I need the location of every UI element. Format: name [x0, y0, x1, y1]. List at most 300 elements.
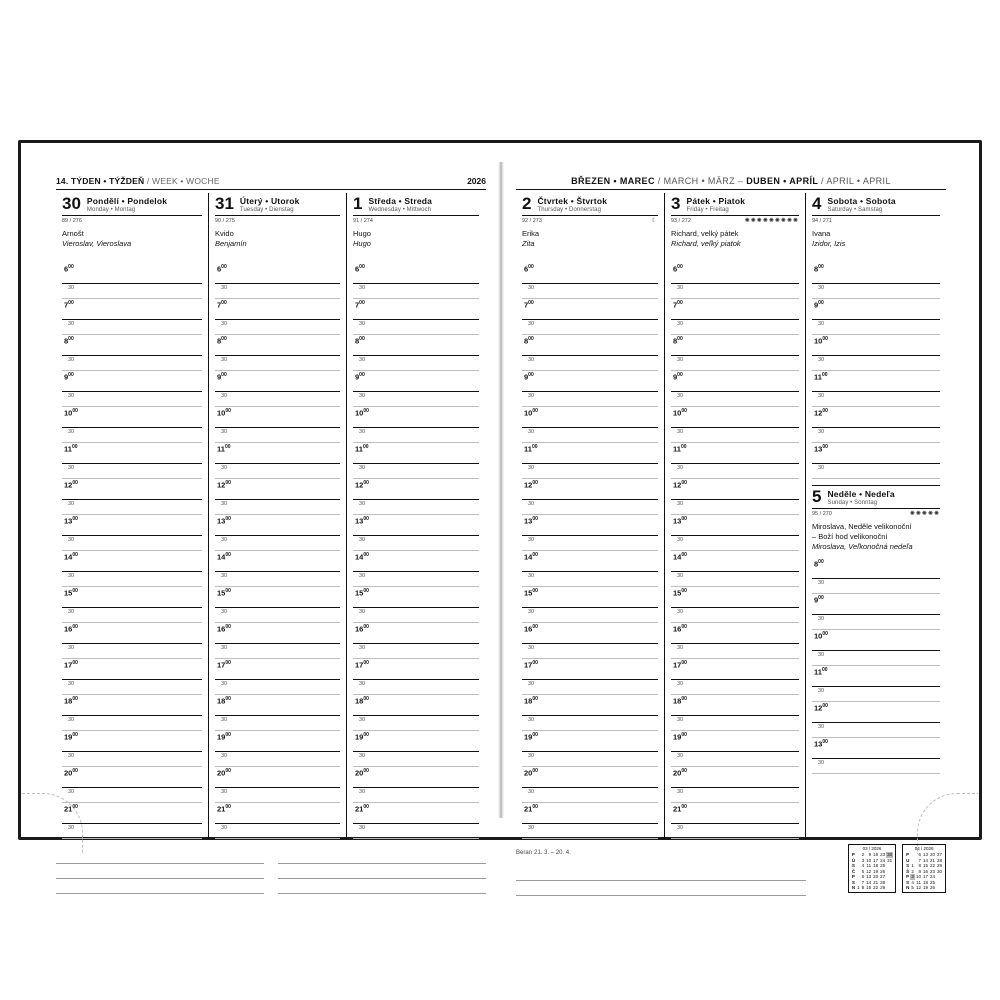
hour-row[interactable]: [812, 263, 940, 284]
hour-row[interactable]: [671, 479, 799, 500]
mini-calendar-date[interactable]: 29: [936, 863, 942, 868]
mini-calendar-date[interactable]: 8: [861, 885, 865, 890]
mini-calendar-date[interactable]: 2: [861, 852, 865, 857]
half-hour-row[interactable]: [522, 644, 658, 659]
hour-row[interactable]: [812, 738, 940, 759]
hour-row[interactable]: [62, 299, 202, 320]
hour-row[interactable]: [353, 623, 479, 644]
hour-row[interactable]: [522, 695, 658, 716]
half-hour-row[interactable]: [522, 320, 658, 335]
mini-calendar-date[interactable]: 18: [873, 863, 879, 868]
hour-label: $15^{00}$: [524, 588, 538, 598]
mini-calendar-date[interactable]: 22: [873, 885, 879, 890]
half-hour-row[interactable]: [671, 752, 799, 767]
hour-row[interactable]: [812, 666, 940, 687]
hour-row[interactable]: [353, 803, 479, 824]
mini-calendar-date[interactable]: 13: [866, 874, 872, 879]
mini-calendar-date[interactable]: 11: [916, 879, 921, 885]
mini-calendar-date[interactable]: 12: [866, 868, 872, 874]
mini-calendar-date[interactable]: 12: [915, 885, 921, 890]
hour-row[interactable]: [353, 767, 479, 788]
half-hour-row[interactable]: [671, 644, 799, 659]
hour-row[interactable]: [522, 551, 658, 572]
mini-calendar-date[interactable]: 17: [873, 857, 879, 863]
mini-calendar-date[interactable]: 18: [922, 879, 928, 885]
note-block-right[interactable]: [278, 849, 486, 894]
hour-row[interactable]: [671, 443, 799, 464]
half-hour-row[interactable]: [812, 464, 940, 479]
half-hour-row[interactable]: [812, 759, 940, 774]
month-header-primary-2: DUBEN • APRÍL: [746, 176, 819, 186]
half-hour-row[interactable]: [62, 500, 202, 515]
hour-row[interactable]: [215, 623, 340, 644]
mini-calendar-date[interactable]: 25: [929, 879, 935, 885]
half-hour-row[interactable]: [62, 716, 202, 731]
mini-calendar-date[interactable]: 14: [922, 857, 928, 863]
hour-row[interactable]: [522, 443, 658, 464]
half-hour-label: 30: [528, 753, 535, 759]
day-count: 89 / 276: [62, 218, 82, 224]
half-hour-row[interactable]: [671, 428, 799, 443]
half-hour-row[interactable]: [812, 651, 940, 666]
hour-row[interactable]: [215, 803, 340, 824]
hour-row[interactable]: [215, 731, 340, 752]
hour-row[interactable]: [671, 803, 799, 824]
nameday-cz: Erika: [522, 229, 540, 238]
hour-row[interactable]: [353, 479, 479, 500]
half-hour-row[interactable]: [522, 572, 658, 587]
half-hour-row[interactable]: [62, 284, 202, 299]
nameday-block: [812, 224, 940, 261]
hour-row[interactable]: [812, 558, 940, 579]
month-header: [571, 176, 891, 186]
mini-calendar-date[interactable]: 3: [861, 857, 865, 863]
hour-label: $9^{00}$: [355, 372, 365, 382]
half-hour-row[interactable]: [522, 716, 658, 731]
half-hour-row[interactable]: [671, 608, 799, 623]
half-hour-label: 30: [677, 501, 684, 507]
mini-calendar-date[interactable]: 11: [866, 863, 872, 868]
half-hour-row[interactable]: [353, 572, 479, 587]
half-hour-row[interactable]: [62, 752, 202, 767]
mini-calendar-date[interactable]: 15: [866, 885, 872, 890]
mini-calendar-date[interactable]: 31: [887, 857, 893, 863]
mini-calendar-daycode: Š: [906, 868, 910, 874]
hour-row[interactable]: [671, 299, 799, 320]
hour-row[interactable]: [353, 587, 479, 608]
half-hour-row[interactable]: [812, 428, 940, 443]
half-hour-row[interactable]: [671, 716, 799, 731]
half-hour-label: 30: [528, 681, 535, 687]
hour-row[interactable]: [62, 659, 202, 680]
hour-row[interactable]: [812, 335, 940, 356]
mini-calendar-date[interactable]: 25: [880, 863, 886, 868]
half-hour-label: 30: [528, 501, 535, 507]
mini-calendar-date[interactable]: 28: [880, 879, 886, 885]
mini-calendar-date[interactable]: 10: [915, 874, 921, 879]
mini-calendar-date[interactable]: 30: [887, 852, 893, 857]
hour-row[interactable]: [522, 299, 658, 320]
half-hour-row[interactable]: [353, 608, 479, 623]
hour-row[interactable]: [215, 443, 340, 464]
note-line[interactable]: [56, 864, 264, 879]
nameday-sk: Richard, veľký piatok: [671, 239, 741, 248]
hour-row[interactable]: [671, 263, 799, 284]
hour-row[interactable]: [671, 623, 799, 644]
hour-row[interactable]: [522, 659, 658, 680]
note-line[interactable]: [56, 879, 264, 894]
nameday-block: [215, 224, 340, 261]
mini-calendar-date[interactable]: 21: [929, 857, 935, 863]
hour-label: $13^{00}$: [355, 516, 369, 526]
mini-calendar-date[interactable]: 10: [866, 857, 872, 863]
hour-row[interactable]: [62, 587, 202, 608]
half-hour-row[interactable]: [215, 428, 340, 443]
week-number-label: [56, 176, 220, 186]
mini-calendar-date[interactable]: 21: [873, 879, 879, 885]
half-hour-row[interactable]: [353, 320, 479, 335]
half-hour-row[interactable]: [812, 579, 940, 594]
hour-row[interactable]: [671, 587, 799, 608]
note-line[interactable]: [278, 879, 486, 894]
hour-row[interactable]: [671, 515, 799, 536]
hour-row[interactable]: [62, 767, 202, 788]
mini-calendar-daycode: Ú: [851, 857, 856, 863]
half-hour-row[interactable]: [62, 464, 202, 479]
half-hour-row[interactable]: [671, 680, 799, 695]
half-hour-row[interactable]: [671, 572, 799, 587]
half-hour-row[interactable]: [671, 500, 799, 515]
half-hour-row[interactable]: [522, 824, 658, 839]
half-hour-label: 30: [359, 285, 366, 291]
half-hour-label: 30: [359, 645, 366, 651]
hour-row[interactable]: [215, 515, 340, 536]
half-hour-row[interactable]: [62, 320, 202, 335]
hour-row[interactable]: [215, 299, 340, 320]
half-hour-row[interactable]: [812, 723, 940, 738]
hour-row[interactable]: [215, 551, 340, 572]
mini-calendar-date[interactable]: 6: [918, 852, 921, 857]
half-hour-row[interactable]: [62, 824, 202, 839]
hour-label: $15^{00}$: [355, 588, 369, 598]
mini-calendar-date[interactable]: 27: [936, 852, 942, 857]
hour-row[interactable]: [812, 594, 940, 615]
half-hour-row[interactable]: [62, 788, 202, 803]
half-hour-row[interactable]: [522, 392, 658, 407]
half-hour-row[interactable]: [215, 284, 340, 299]
half-hour-row[interactable]: [215, 824, 340, 839]
mini-calendar-date[interactable]: 19: [922, 885, 928, 890]
hour-row[interactable]: [812, 371, 940, 392]
half-hour-row[interactable]: [353, 680, 479, 695]
half-hour-row[interactable]: [812, 687, 940, 702]
half-hour-row[interactable]: [812, 392, 940, 407]
hour-row[interactable]: [62, 623, 202, 644]
mini-calendar-date[interactable]: 22: [929, 863, 935, 868]
hour-row[interactable]: [215, 587, 340, 608]
half-hour-row[interactable]: [62, 356, 202, 371]
hour-row[interactable]: [215, 695, 340, 716]
mini-calendar-date[interactable]: 16: [922, 868, 928, 874]
half-hour-row[interactable]: [522, 428, 658, 443]
half-hour-row[interactable]: [353, 716, 479, 731]
mini-calendar-date[interactable]: 20: [929, 852, 935, 857]
hour-row[interactable]: [62, 803, 202, 824]
half-hour-row[interactable]: [62, 392, 202, 407]
hour-row[interactable]: [353, 263, 479, 284]
half-hour-row[interactable]: [215, 536, 340, 551]
mini-calendar-date[interactable]: 3: [911, 874, 914, 879]
hour-row[interactable]: [671, 731, 799, 752]
hour-row[interactable]: [522, 371, 658, 392]
hour-row[interactable]: [522, 335, 658, 356]
hour-row[interactable]: [671, 695, 799, 716]
half-hour-row[interactable]: [62, 536, 202, 551]
hour-label: $11^{00}$: [524, 444, 538, 454]
half-hour-label: 30: [68, 357, 75, 363]
mini-calendar-date[interactable]: 13: [922, 852, 928, 857]
hour-row[interactable]: [671, 659, 799, 680]
half-hour-row[interactable]: [215, 392, 340, 407]
mini-calendar-date[interactable]: 15: [922, 863, 928, 868]
mini-calendar-date[interactable]: 17: [922, 874, 928, 879]
hour-row[interactable]: [671, 335, 799, 356]
hour-row[interactable]: [62, 731, 202, 752]
half-hour-row[interactable]: [812, 356, 940, 371]
half-hour-row[interactable]: [62, 608, 202, 623]
mini-calendar-date[interactable]: 6: [861, 874, 865, 879]
mini-calendar-date[interactable]: 26: [929, 885, 935, 890]
hour-row[interactable]: [215, 371, 340, 392]
half-hour-row[interactable]: [215, 608, 340, 623]
hour-row[interactable]: [812, 630, 940, 651]
hour-row[interactable]: [62, 335, 202, 356]
half-hour-row[interactable]: [353, 284, 479, 299]
half-hour-row[interactable]: [353, 464, 479, 479]
mini-calendar-date[interactable]: 16: [873, 852, 879, 857]
hour-row[interactable]: [522, 767, 658, 788]
half-hour-label: 30: [818, 429, 825, 435]
half-hour-row[interactable]: [62, 680, 202, 695]
mini-calendar-date[interactable]: 2: [911, 868, 914, 874]
half-hour-row[interactable]: [215, 788, 340, 803]
mini-calendar-date[interactable]: 19: [873, 868, 879, 874]
hour-row[interactable]: [812, 299, 940, 320]
hour-row[interactable]: [522, 263, 658, 284]
half-hour-row[interactable]: [522, 680, 658, 695]
half-hour-label: 30: [677, 753, 684, 759]
hour-row[interactable]: [215, 263, 340, 284]
mini-calendar-date[interactable]: 14: [866, 879, 872, 885]
hour-row[interactable]: [522, 623, 658, 644]
half-hour-row[interactable]: [671, 356, 799, 371]
half-hour-row[interactable]: [62, 428, 202, 443]
half-hour-row[interactable]: [812, 320, 940, 335]
hour-row[interactable]: [62, 695, 202, 716]
hour-label: $13^{00}$: [64, 516, 78, 526]
hour-label: $21^{00}$: [524, 804, 538, 814]
half-hour-row[interactable]: [215, 752, 340, 767]
half-hour-row[interactable]: [522, 356, 658, 371]
mini-calendar-date[interactable]: 5: [911, 885, 914, 890]
half-hour-label: 30: [359, 321, 366, 327]
left-note-lines[interactable]: [56, 849, 486, 894]
half-hour-row[interactable]: [353, 392, 479, 407]
hour-row[interactable]: [62, 479, 202, 500]
hour-row[interactable]: [671, 767, 799, 788]
mini-calendar-date[interactable]: 26: [880, 868, 886, 874]
day-column-monday: [56, 193, 208, 839]
half-hour-row[interactable]: [215, 356, 340, 371]
hour-row[interactable]: [353, 407, 479, 428]
half-hour-row[interactable]: [215, 680, 340, 695]
hour-row[interactable]: [353, 299, 479, 320]
mini-calendar-date[interactable]: 4: [911, 879, 914, 885]
hour-row[interactable]: [522, 731, 658, 752]
hour-row[interactable]: [62, 515, 202, 536]
mini-calendar-date[interactable]: 9: [868, 852, 872, 857]
half-hour-row[interactable]: [215, 464, 340, 479]
half-hour-row[interactable]: [522, 500, 658, 515]
mini-calendar-date[interactable]: 27: [880, 874, 886, 879]
half-hour-row[interactable]: [671, 320, 799, 335]
hour-label: $18^{00}$: [673, 696, 687, 706]
mini-calendar-date[interactable]: 28: [936, 857, 942, 863]
half-hour-row[interactable]: [215, 716, 340, 731]
hour-row[interactable]: [215, 407, 340, 428]
mini-calendar-date[interactable]: 5: [861, 868, 865, 874]
half-hour-row[interactable]: [215, 500, 340, 515]
hour-label: $10^{00}$: [814, 336, 828, 346]
hour-row[interactable]: [353, 695, 479, 716]
hour-row[interactable]: [62, 371, 202, 392]
half-hour-row[interactable]: [353, 428, 479, 443]
note-line[interactable]: [278, 849, 486, 864]
hour-row[interactable]: [671, 371, 799, 392]
half-hour-row[interactable]: [62, 572, 202, 587]
half-hour-row[interactable]: [671, 392, 799, 407]
half-hour-row[interactable]: [353, 500, 479, 515]
hour-row[interactable]: [62, 443, 202, 464]
nameday-cz: Arnošt: [62, 229, 84, 238]
hour-label: $12^{00}$: [814, 703, 828, 713]
mini-calendar-date[interactable]: 20: [873, 874, 879, 879]
hour-row[interactable]: [353, 335, 479, 356]
mini-calendar-date[interactable]: [936, 885, 943, 891]
hour-lines-sunday: [812, 558, 940, 774]
hour-row[interactable]: [812, 702, 940, 723]
half-hour-row[interactable]: [522, 752, 658, 767]
half-hour-row[interactable]: [215, 572, 340, 587]
half-hour-row[interactable]: [812, 284, 940, 299]
mini-calendar-date[interactable]: 24: [929, 874, 935, 879]
half-hour-row[interactable]: [671, 824, 799, 839]
hour-label: $8^{00}$: [814, 264, 824, 274]
mini-calendar-date[interactable]: 30: [936, 868, 942, 874]
nameday-sk: Miroslava, Veľkonočná nedeľa: [812, 542, 913, 551]
mini-calendar-date[interactable]: 8: [918, 863, 921, 868]
half-hour-row[interactable]: [353, 788, 479, 803]
hour-label: $6^{00}$: [217, 264, 227, 274]
half-hour-row[interactable]: [522, 608, 658, 623]
hour-label: $10^{00}$: [217, 408, 231, 418]
note-block-left[interactable]: [56, 849, 264, 894]
half-hour-label: 30: [221, 501, 228, 507]
half-hour-row[interactable]: [62, 644, 202, 659]
half-hour-row[interactable]: [522, 464, 658, 479]
half-hour-row[interactable]: [215, 320, 340, 335]
hour-row[interactable]: [671, 407, 799, 428]
mini-calendar-daycode: P: [906, 852, 910, 857]
mini-calendar-date[interactable]: 29: [880, 885, 886, 890]
half-hour-row[interactable]: [522, 284, 658, 299]
hour-row[interactable]: [522, 587, 658, 608]
note-line[interactable]: [278, 864, 486, 879]
hour-row[interactable]: [522, 803, 658, 824]
hour-row[interactable]: [812, 443, 940, 464]
half-hour-row[interactable]: [353, 356, 479, 371]
half-hour-row[interactable]: [522, 788, 658, 803]
mini-calendar-date[interactable]: 23: [929, 868, 935, 874]
mini-calendar-date[interactable]: 9: [918, 868, 921, 874]
half-hour-row[interactable]: [812, 615, 940, 630]
half-hour-label: 30: [221, 321, 228, 327]
hour-row[interactable]: [671, 551, 799, 572]
hour-row[interactable]: [353, 443, 479, 464]
half-hour-row[interactable]: [671, 464, 799, 479]
hour-row[interactable]: [522, 407, 658, 428]
half-hour-row[interactable]: [671, 284, 799, 299]
mini-calendar-date[interactable]: 1: [857, 885, 860, 890]
hour-row[interactable]: [62, 407, 202, 428]
mini-calendar-date[interactable]: 7: [861, 879, 865, 885]
half-hour-row[interactable]: [671, 788, 799, 803]
half-hour-row[interactable]: [671, 536, 799, 551]
left-page: [56, 176, 486, 831]
mini-calendar-date[interactable]: [886, 885, 893, 891]
hour-row[interactable]: [353, 515, 479, 536]
mini-calendar-date[interactable]: 23: [880, 852, 886, 857]
half-hour-label: 30: [528, 357, 535, 363]
hour-row[interactable]: [353, 371, 479, 392]
hour-row[interactable]: [353, 551, 479, 572]
hour-row[interactable]: [353, 731, 479, 752]
half-hour-row[interactable]: [353, 536, 479, 551]
hour-row[interactable]: [522, 479, 658, 500]
hour-row[interactable]: [215, 335, 340, 356]
hour-row[interactable]: [215, 659, 340, 680]
note-line[interactable]: [56, 849, 264, 864]
half-hour-row[interactable]: [353, 644, 479, 659]
hour-row[interactable]: [62, 263, 202, 284]
hour-row[interactable]: [522, 515, 658, 536]
mini-calendar-date[interactable]: 1: [911, 863, 914, 868]
hour-row[interactable]: [215, 767, 340, 788]
half-hour-row[interactable]: [215, 644, 340, 659]
hour-row[interactable]: [62, 551, 202, 572]
half-hour-label: 30: [359, 717, 366, 723]
half-hour-row[interactable]: [522, 536, 658, 551]
hour-row[interactable]: [215, 479, 340, 500]
mini-calendar-date[interactable]: 7: [918, 857, 921, 863]
mini-calendar-date[interactable]: 24: [880, 857, 886, 863]
hour-label: $7^{00}$: [524, 300, 534, 310]
half-hour-row[interactable]: [353, 824, 479, 839]
hour-row[interactable]: [353, 659, 479, 680]
half-hour-row[interactable]: [353, 752, 479, 767]
hour-row[interactable]: [812, 407, 940, 428]
mini-calendar-date[interactable]: 4: [861, 863, 865, 868]
